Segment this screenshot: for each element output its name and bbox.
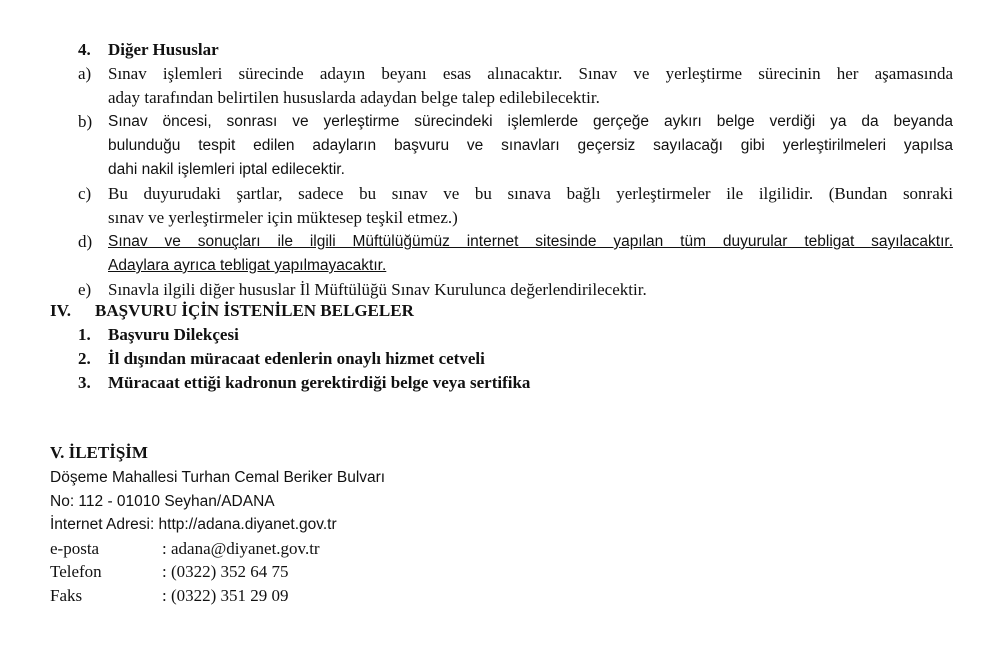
document-item	[78, 371, 530, 395]
section-4-title: Diğer Hususlar	[108, 40, 219, 59]
document-text: Müracaat ettiği kadronun gerektirdiği belge veya sertifika	[108, 373, 531, 392]
contact-info	[50, 466, 385, 607]
item-c-line-1: Bu duyurudaki şartlar, sadece bu sınav ve bu sınava bağlı yerleştirmeler ile ilgilidir. (Bundan sonraki	[108, 184, 953, 203]
phone-label: Telefon	[50, 562, 102, 581]
list-item-c	[78, 182, 953, 230]
required-documents-list	[78, 323, 530, 395]
item-b-line-1: Sınav öncesi, sonrası ve yerleştirme sürecindeki işlemlerde gerçeğe aykırı belge verdiği ya da beyanda	[108, 113, 953, 130]
item-c-line-2: sınav ve yerleştirmeler için müktesep teşkil etmez.)	[108, 208, 458, 227]
fax-value: : (0322) 351 29 09	[162, 585, 289, 605]
email-value: : adana@diyanet.gov.tr	[162, 538, 320, 558]
item-a-line-2: aday tarafından belirtilen hususlarda adaydan belge talep edilebilecektir.	[108, 88, 600, 107]
fax-row	[50, 584, 385, 608]
section-iv-heading	[50, 299, 414, 323]
item-letter: c)	[78, 184, 92, 203]
item-b-line-2: bulunduğu tespit edilen adayların başvuru ve sınavları geçersiz sayılacağı gibi yerleştirilmeleri yapılsa	[108, 137, 953, 154]
list-item-b	[78, 110, 953, 182]
document-number: 2.	[78, 349, 91, 368]
document-number: 3.	[78, 373, 91, 392]
document-text: Başvuru Dilekçesi	[108, 325, 239, 344]
list-item-a	[78, 62, 953, 110]
section-iv-roman: IV.	[50, 301, 71, 320]
item-e-line-1: Sınavla ilgili diğer hususlar İl Müftülüğü Sınav Kurulunca değerlendirilecektir.	[108, 280, 647, 299]
item-d-line-2: Adaylara ayrıca tebligat yapılmayacaktır.	[108, 257, 387, 274]
item-a-line-1: Sınav işlemleri sürecinde adayın beyanı esas alınacaktır. Sınav ve yerleştirme sürecinin her aşamasında	[108, 64, 953, 83]
fax-label: Faks	[50, 585, 83, 605]
document-text: İl dışından müracaat edenlerin onaylı hizmet cetveli	[108, 349, 485, 368]
document-item	[78, 323, 530, 347]
email-row	[50, 537, 385, 561]
email-label: e-posta	[50, 538, 100, 558]
item-letter: d)	[78, 232, 93, 251]
section-iv-title: BAŞVURU İÇİN İSTENİLEN BELGELER	[95, 301, 414, 320]
item-letter: b)	[78, 112, 93, 131]
section-4-heading	[78, 38, 219, 62]
address-line-2: No: 112 - 01010 Seyhan/ADANA	[50, 492, 275, 510]
section-4-number: 4.	[78, 40, 91, 59]
list-item-d	[78, 230, 953, 278]
internet-address: İnternet Adresi: http://adana.diyanet.gov.tr	[50, 516, 337, 533]
item-b-line-3: dahi nakil işlemleri iptal edilecektir.	[108, 161, 345, 178]
phone-row	[50, 560, 385, 584]
section-v-heading: V. İLETİŞİM	[50, 443, 148, 462]
item-letter: a)	[78, 64, 92, 83]
phone-value: : (0322) 352 64 75	[162, 562, 289, 581]
item-letter: e)	[78, 280, 92, 299]
address-line-1: Döşeme Mahallesi Turhan Cemal Beriker Bulvarı	[50, 469, 386, 486]
document-item	[78, 347, 530, 371]
item-d-line-1: Sınav ve sonuçları ile ilgili Müftülüğümüz internet sitesinde yapılan tüm duyurular tebligat sayılacaktır.	[108, 233, 953, 250]
document-number: 1.	[78, 325, 91, 344]
